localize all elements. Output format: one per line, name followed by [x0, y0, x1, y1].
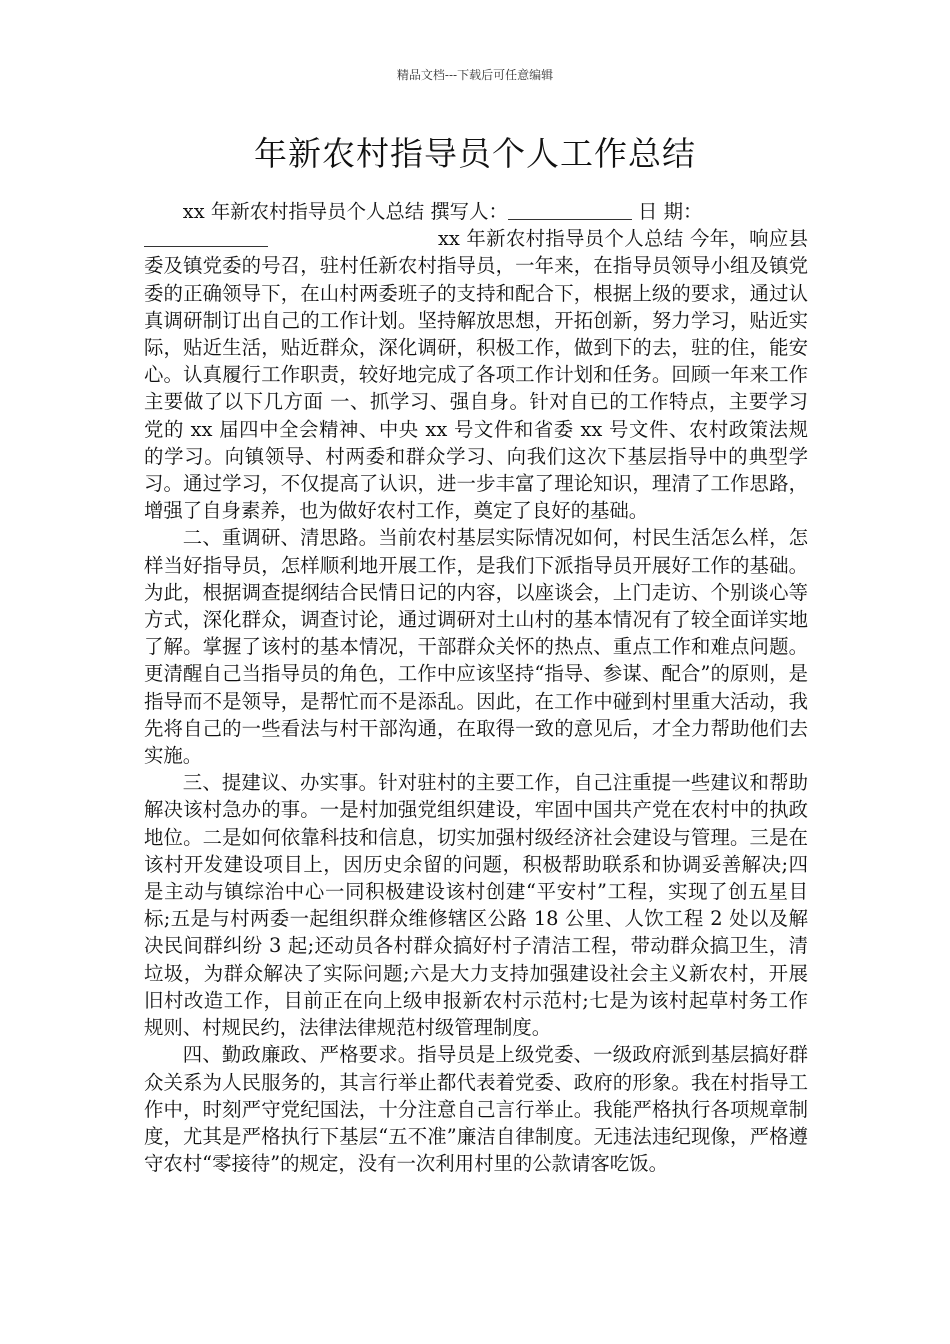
intro-author-label: xx 年新农村指导员个人总结 撰写人：	[182, 200, 508, 223]
intro-date-label: 日 期：	[631, 200, 703, 223]
paragraph-2: 二、重调研、清思路。当前农村基层实际情况如何，村民生活怎么样，怎样当好指导员，怎样顺利地开展工作，是我们下派指导员开展好工作的基础。为此，根据调查提纲结合民情日记的内容，以座谈会，上门走访、个别谈心等方式，深化群众，调查讨论，通过调研对土山村的基本情况有了较全面详实地了解。掌握了该村的基本情况，干部群众关怀的热点、重点工作和难点问题。更清醒自己当指导员的角色，工作中应该坚持“指导、参谋、配合”的原则，是指导而不是领导，是帮忙而不是添乱。因此，在工作中碰到村里重大活动，我先将自己的一些看法与村干部沟通，在取得一致的意见后，才全力帮助他们去实施。	[144, 526, 808, 768]
date-blank	[144, 228, 268, 247]
paragraph-4: 四、勤政廉政、严格要求。指导员是上级党委、一级政府派到基层搞好群众关系为人民服务的，其言行举止都代表着党委、政府的形象。我在村指导工作中，时刻严守党纪国法，十分注意自己言行举止。我能严格执行各项规章制度，尤其是严格执行下基层“五不准”廉洁自律制度。无违法违纪现像，严格遵守农村“零接待”的规定，没有一次利用村里的公款请客吃饭。	[144, 1043, 808, 1176]
document-body	[144, 198, 808, 1177]
document-title: 年新农村指导员个人工作总结	[254, 134, 696, 173]
paragraph-1-text: xx 年新农村指导员个人总结 今年，响应县委及镇党委的号召，驻村任新农村指导员，一年来，在指导员领导小组及镇党委的正确领导下，在山村两委班子的支持和配合下，根据上级的要求，通过认真调研制订出自己的工作计划。坚持解放思想，开拓创新，努力学习，贴近实际，贴近生活，贴近群众，深化调研，积极工作，做到下的去，驻的住，能安心。认真履行工作职责，较好地完成了各项工作计划和任务。回顾一年来工作主要做了以下几方面 一、抓学习、强自身。针对自已的工作特点，主要学习党的 xx 届四中全会精神、中央 xx 号文件和省委 xx 号文件、农村政策法规的学习。向镇领导、村两委和群众学习、向我们这次下基层指导中的典型学习。通过学习，不仅提高了认识，进一步丰富了理论知识，理清了工作思路，增强了自身素养，也为做好农村工作，奠定了良好的基础。	[144, 227, 808, 523]
page-header: 精品文档---下载后可任意编辑	[396, 68, 554, 82]
paragraph-3: 三、提建议、办实事。针对驻村的主要工作，自己注重提一些建议和帮助解决该村急办的事。一是村加强党组织建设，牢固中国共产党在农村中的执政地位。二是如何依靠科技和信息，切实加强村级经济社会建设与管理。三是在该村开发建设项目上，因历史余留的问题，积极帮助联系和协调妥善解决;四是主动与镇综治中心一同积极建设该村创建“平安村”工程，实现了创五星目标;五是与村两委一起组织群众维修辖区公路 18 公里、人饮工程 2 处以及解决民间群纠纷 3 起;还动员各村群众搞好村子清洁工程，带动群众搞卫生，清垃圾，为群众解决了实际问题;六是大力支持加强建设社会主义新农村，开展旧村改造工作，目前正在向上级申报新农村示范村;七是为该村起草村务工作规则、村规民约，法律法律规范村级管理制度。	[144, 771, 808, 1040]
author-blank	[508, 201, 632, 220]
paragraph-1	[144, 198, 808, 524]
